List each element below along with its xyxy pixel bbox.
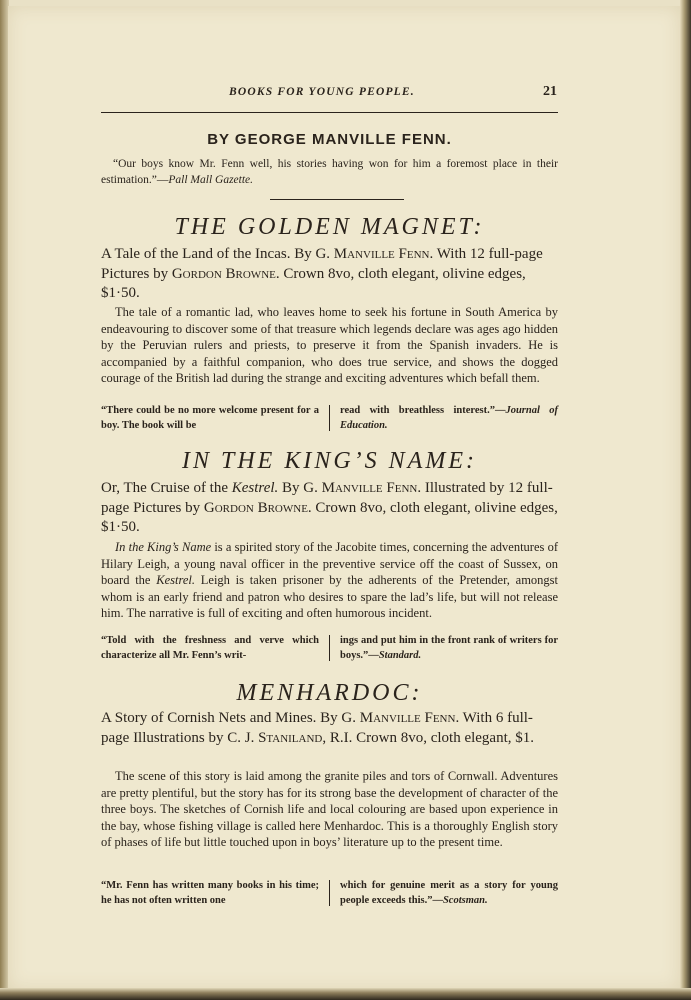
running-head: BOOKS FOR YOUNG PEOPLE. bbox=[229, 86, 415, 98]
review-left-column: “Mr. Fenn has written many books in his time; he has not often written one bbox=[101, 880, 319, 906]
desc-author: Manville Fenn. bbox=[359, 710, 460, 726]
summary-text: is a spirited story of the Jacobite times, concerning the adventures of Hilary Leigh, a young naval officer in the preventive service off the coast of Sussex, on board the bbox=[101, 540, 558, 587]
header-rule bbox=[101, 112, 558, 113]
page-right-edge bbox=[680, 0, 691, 1000]
review-text: which for genuine merit as a story for young people exceeds this.”— bbox=[340, 880, 558, 906]
desc-text: A Tale of the Land of the Incas. By G. bbox=[101, 246, 334, 262]
review-divider bbox=[329, 635, 330, 661]
book-summary: The tale of a romantic lad, who leaves home to seek his fortune in South America by endeavouring to discover some of that treasure which legends declare was ages ago hidden by the Peruvian rulers and priests, to preserve it from the Spanish invaders. He is accompanied by a faithful companion, who does true service, and shows the dogged courage of the British lad during the strange and exciting adventures which befall them. bbox=[101, 305, 558, 385]
review-text: read with breathless interest.”— bbox=[340, 405, 506, 416]
desc-text: A Story of Cornish Nets and Mines. By G. bbox=[101, 710, 360, 726]
summary-ship-name: Kestrel. bbox=[156, 573, 196, 587]
desc-illustrator: Staniland, bbox=[258, 729, 327, 746]
author-quote bbox=[101, 156, 558, 188]
book-title-golden-magnet: THE GOLDEN MAGNET: bbox=[174, 214, 485, 240]
desc-text: With 12 full-page Pictures by bbox=[101, 246, 543, 282]
author-quote-text: “Our boys know Mr. Fenn well, his stories having won for him a foremost place in their estimation.”— bbox=[101, 158, 558, 186]
review-text: ings and put him in the front rank of writers for boys.”— bbox=[340, 635, 558, 661]
desc-text: R.I. Crown 8vo, cloth elegant, $1. bbox=[326, 729, 535, 746]
desc-text: By G. bbox=[278, 480, 322, 496]
review-left-column: “There could be no more welcome present for a boy. The book will be bbox=[101, 405, 319, 431]
page-bottom-edge bbox=[0, 988, 691, 1000]
desc-text: Crown 8vo, cloth elegant, olivine edges, $1·50. bbox=[101, 499, 558, 535]
author-quote-source: Pall Mall Gazette. bbox=[168, 174, 254, 186]
summary-title-ref: In the King’s Name bbox=[115, 540, 212, 554]
section-rule bbox=[270, 199, 404, 200]
review-left-column: “Told with the freshness and verve which characterize all Mr. Fenn’s writ- bbox=[101, 635, 319, 661]
desc-text: Crown 8vo, cloth elegant, olivine edges, $1·50. bbox=[101, 265, 526, 301]
review-source: Scotsman. bbox=[442, 895, 488, 906]
page-number: 21 bbox=[543, 84, 557, 99]
book-title-menhardoc: MENHARDOC: bbox=[236, 680, 423, 706]
desc-illustrator: Gordon Browne. bbox=[203, 499, 312, 516]
desc-illustrator: Gordon Browne. bbox=[171, 265, 280, 282]
book-summary: The scene of this story is laid among the granite piles and tors of Cornwall. Adventures are pretty plentiful, but the story has for its strong base the development of character of the three boys. The sketches of Cornish life and local colouring are based upon experience in the bay, whose fishing village is called here Menhardoc. This is a thoroughly English story of phases of life but little touched upon in boys’ literature up to the present time. bbox=[101, 769, 558, 849]
review-source: Standard. bbox=[378, 650, 422, 661]
review-right-column bbox=[340, 633, 558, 663]
summary-text: Leigh is taken prisoner by the adherents of the Pretender, amongst whom is an early friend and patron who desires to spare the lad’s life, but will not release him. The narrative is full of exciting and often humorous incident. bbox=[101, 573, 559, 620]
review-source: Journal of Education. bbox=[340, 405, 558, 431]
book-description bbox=[101, 245, 558, 304]
book-description bbox=[101, 479, 558, 538]
desc-author: Manville Fenn. bbox=[321, 480, 422, 496]
review-right-column bbox=[340, 878, 558, 908]
desc-ship-name: Kestrel. bbox=[231, 480, 279, 496]
desc-text: With 6 full-page Illustrations by C. J. bbox=[101, 710, 533, 746]
desc-author: Manville Fenn. bbox=[333, 246, 434, 262]
author-heading: BY GEORGE MANVILLE FENN. bbox=[207, 131, 452, 148]
book-summary bbox=[101, 539, 558, 622]
desc-text: Illustrated by 12 full-page Pictures by bbox=[101, 480, 553, 516]
review-right-column bbox=[340, 403, 558, 433]
book-title-kings-name: IN THE KING’S NAME: bbox=[182, 448, 477, 474]
desc-text: Or, The Cruise of the bbox=[101, 480, 232, 496]
book-description bbox=[101, 709, 558, 748]
review-divider bbox=[329, 405, 330, 431]
review-divider bbox=[329, 880, 330, 906]
